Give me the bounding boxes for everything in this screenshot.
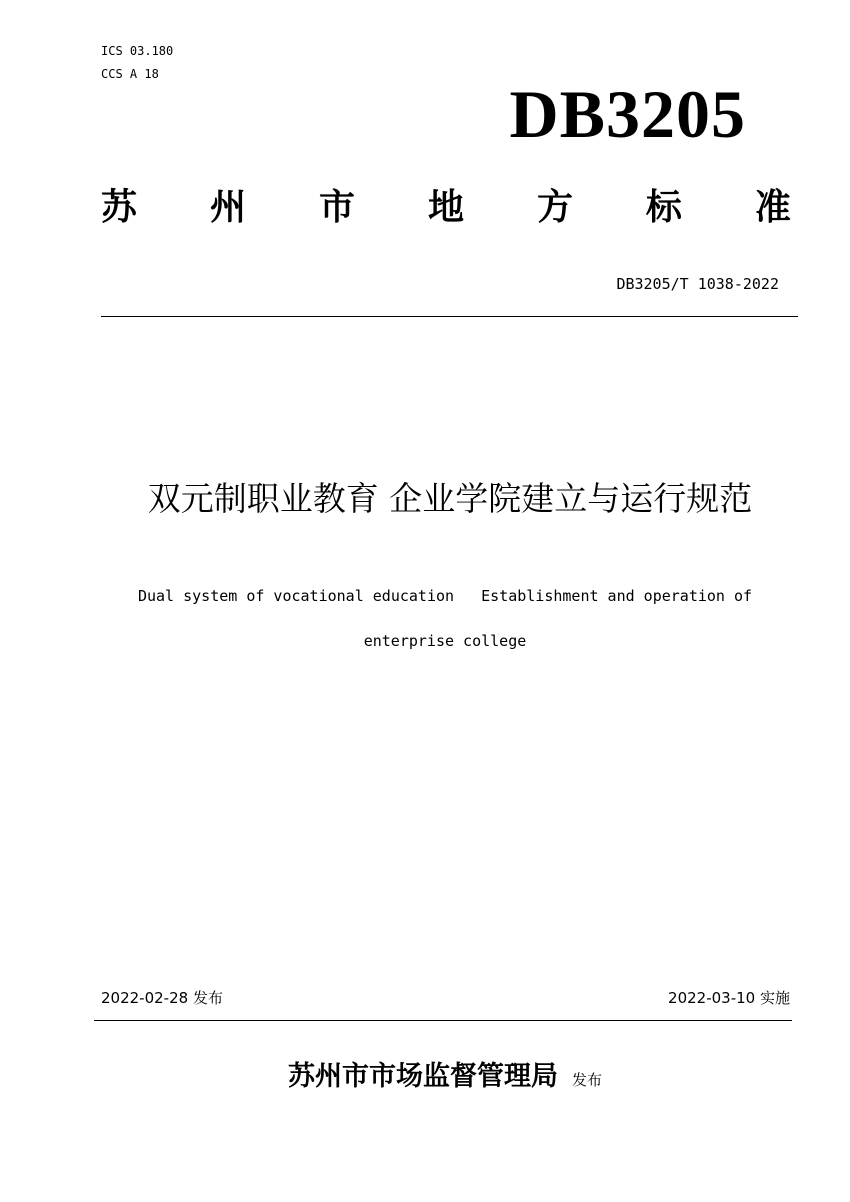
standard-type-char: 州 (209, 186, 246, 228)
implement-date: 2022-03-10 实施 (668, 989, 790, 1007)
document-title-en-line1: Dual system of vocational education Establishment and operation of (137, 587, 753, 605)
standard-type-char: 苏 (101, 186, 138, 228)
ccs-code: CCS A 18 (101, 67, 159, 81)
issuer-name: 苏州市市场监督管理局 (287, 1061, 558, 1092)
standard-type-char: 方 (536, 186, 573, 228)
ics-code: ICS 03.180 (101, 44, 174, 58)
standard-type-char: 标 (645, 186, 682, 228)
document-title-en-line2: enterprise college (363, 632, 527, 650)
document-title-zh: 双元制职业教育 企业学院建立与运行规范 (147, 479, 753, 518)
standard-type-char: 准 (754, 186, 791, 228)
issuer-line (0, 1057, 850, 1100)
standard-type-char: 地 (427, 186, 464, 228)
standard-number: DB3205/T 1038-2022 (616, 275, 779, 293)
standard-type-heading (101, 182, 791, 232)
standard-type-char: 市 (318, 186, 355, 228)
issuer-suffix: 发布 (571, 1071, 602, 1089)
publish-date: 2022-02-28 发布 (101, 989, 223, 1007)
bottom-divider (94, 1020, 792, 1021)
top-divider (101, 316, 798, 317)
standard-code-logo: DB3205 (509, 76, 746, 152)
